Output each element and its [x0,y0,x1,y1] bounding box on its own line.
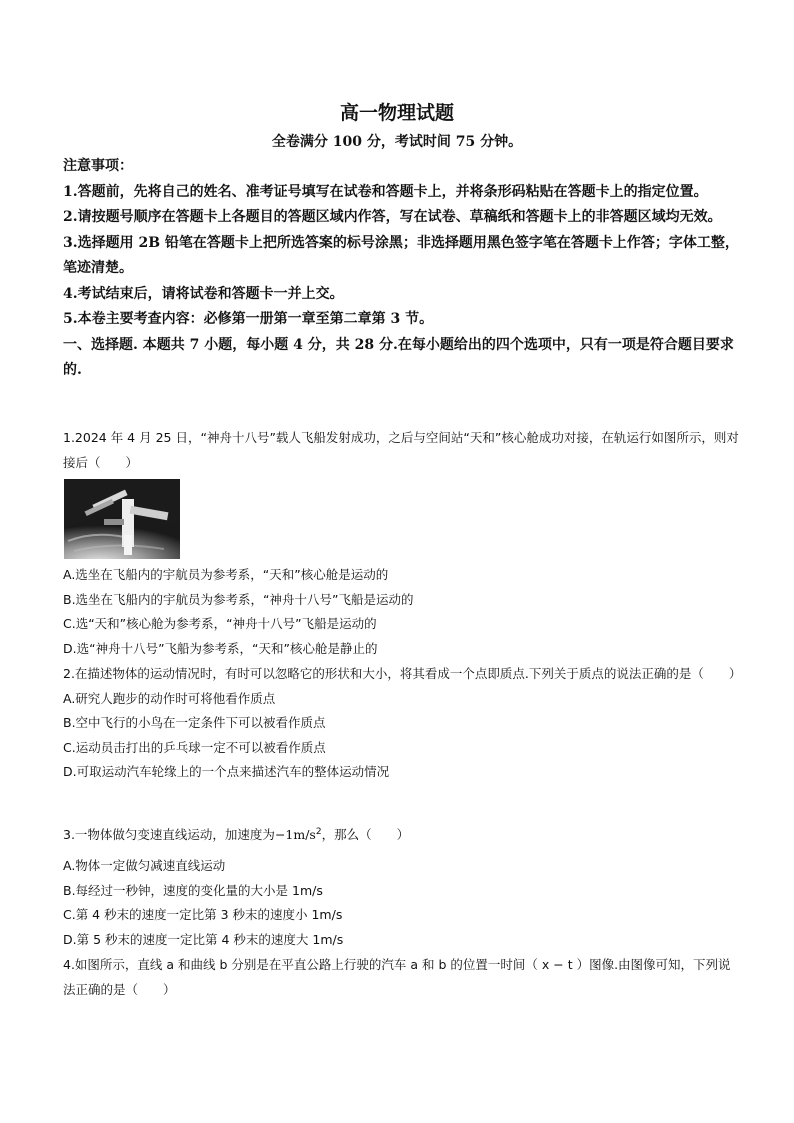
option-a: A.物体一定做匀减速直线运动 [63,858,226,873]
space-station-photo [64,479,180,559]
question-2 [63,662,743,785]
acceleration-value: −1m/s [274,827,316,843]
notice-item: 4.考试结束后，请将试卷和答题卡一并上交。 [63,285,344,302]
space-station-image [64,479,180,559]
option-c: C.第 4 秒末的速度一定比第 3 秒末的速度小 1m/s [63,907,343,922]
question-stem: 2.在描述物体的运动情况时，有时可以忽略它的形状和大小，将其看成一个点即质点.下列关于质点的说法正确的是（ ） [63,666,742,681]
option-b: B.每经过一秒钟，速度的变化量的大小是 1m/s [63,882,323,898]
question-3-stem [63,820,743,848]
page-title: 高一物理试题 [339,102,454,124]
notice-item: 1.答题前，先将自己的姓名、准考证号填写在试卷和答题卡上，并将条形码粘贴在答题卡上的指定位置。 [63,183,708,200]
option-d: D.选“神舟十八号”飞船为参考系，“天和”核心舱是静止的 [63,640,378,656]
notice-item: 2.请按题号顺序在答题卡上各题目的答题区域内作答，写在试卷、草稿纸和答题卡上的非答题区域均无效。 [63,209,722,225]
question-stem: 1.2024 年 4 月 25 日，“神舟十八号”载人飞船发射成功，之后与空间站“天和”核心舱成功对接，在轨运行如图所示，则对接后（ ） [63,430,739,470]
option-b: B.选坐在飞船内的宇航员为参考系，“神舟十八号”飞船是运动的 [63,591,414,607]
stem-text: ，那么（ ） [321,827,410,843]
notice-block [63,154,743,384]
option-a: A.研究人跑步的动作时可将他看作质点 [63,690,276,706]
exponent: 2 [315,827,322,837]
exam-info: 全卷满分 100 分，考试时间 75 分钟。 [271,134,523,150]
question-1-stem [63,426,743,475]
option-c: C.选“天和”核心舱为参考系，“神舟十八号”飞船是运动的 [63,616,377,631]
notice-item: 3.选择题用 2B 铅笔在答题卡上把所选答案的标号涂黑；非选择题用黑色签字笔在答题卡上作答；字体工整，笔迹清楚。 [63,234,739,276]
notice-item: 5.本卷主要考查内容：必修第一册第一章至第二章第 3 节。 [63,311,434,327]
stem-text: 3.一物体做匀变速直线运动，加速度为 [63,827,275,843]
question-stem [63,820,743,848]
option-c: C.运动员击打出的乒乓球一定不可以被看作质点 [63,739,326,755]
option-d: D.第 5 秒末的速度一定比第 4 秒末的速度大 1m/s [63,931,344,947]
question-3-options [63,854,743,952]
option-b: B.空中飞行的小鸟在一定条件下可以被看作质点 [63,715,326,730]
section-heading: 一、选择题. 本题共 7 小题，每小题 4 分，共 28 分.在每小题给出的四个选项中，只有一项是符合题目要求的. [63,336,734,378]
notice-heading: 注意事项： [63,158,133,174]
question-4 [63,953,743,1002]
question-stem: 4.如图所示，直线 a 和曲线 b 分别是在平直公路上行驶的汽车 a 和 b 的位置一时间（ x − t ）图像.由图像可知，下列说法正确的是（ ） [63,957,731,997]
option-d: D.可取运动汽车轮缘上的一个点来描述汽车的整体运动情况 [63,764,390,779]
question-1-options [63,563,743,661]
option-a: A.选坐在飞船内的宇航员为参考系，“天和”核心舱是运动的 [63,567,389,582]
